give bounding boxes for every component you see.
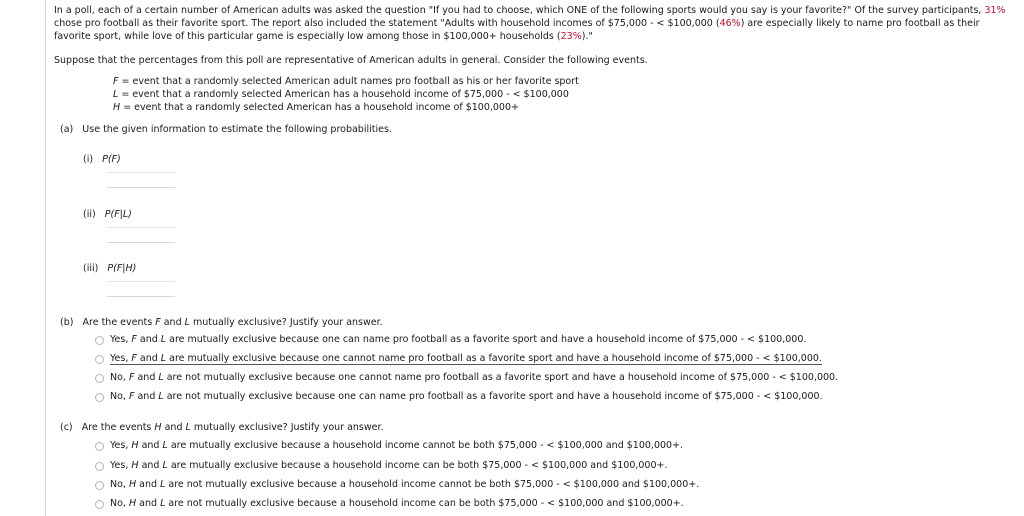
option-text: and xyxy=(139,498,158,509)
event-def: = event that a randomly selected American adult names pro football as his or her favorite sport xyxy=(121,76,579,87)
intro-text-3a: favorite sport, while love of this particular game is especially low among those in $100,000+ households ( xyxy=(54,31,561,42)
item-number: (i) xyxy=(83,154,94,165)
option-b-3[interactable] xyxy=(110,372,838,383)
intro-text-1: In a poll, each of a certain number of American adults was asked the question "If you had to choose, which ONE of the following sports would you say is your favorite?" Of the survey participants, xyxy=(54,5,982,16)
event-var: H xyxy=(128,498,137,509)
event-var: L xyxy=(162,440,168,451)
option-b-4[interactable] xyxy=(110,391,823,402)
event-var: H xyxy=(131,460,139,471)
option-prefix: Yes, xyxy=(110,440,129,451)
part-c-heading xyxy=(60,422,384,433)
intro-text-3b: )." xyxy=(581,31,593,42)
part-label: (b) xyxy=(60,317,74,328)
option-c-1[interactable] xyxy=(110,440,683,451)
option-text: are not mutually exclusive because a household income can be both $75,000 - < $100,000 and $100,000+. xyxy=(168,498,684,509)
option-prefix: No, xyxy=(110,372,126,383)
item-a-i xyxy=(83,154,121,165)
event-var: L xyxy=(158,372,164,383)
answer-input-pf[interactable] xyxy=(107,172,175,188)
percent-football: 31% xyxy=(984,5,1006,16)
event-var: H xyxy=(131,440,139,451)
radio-b-1[interactable] xyxy=(95,336,104,345)
option-b-1[interactable] xyxy=(110,334,806,345)
event-h xyxy=(113,102,519,113)
radio-c-4[interactable] xyxy=(95,500,104,509)
part-b-heading xyxy=(60,317,383,328)
event-var: F xyxy=(131,334,137,345)
item-number: (iii) xyxy=(83,263,99,274)
event-var: L xyxy=(185,422,191,433)
option-prefix: Yes, xyxy=(110,334,129,345)
question-text: Are the events xyxy=(81,422,152,433)
event-f xyxy=(113,76,579,87)
event-var: F xyxy=(128,372,135,383)
question-text: mutually exclusive? Justify your answer. xyxy=(193,422,384,433)
intro-line-2 xyxy=(54,18,980,29)
event-var: F xyxy=(128,391,135,402)
option-c-2[interactable] xyxy=(110,460,668,471)
option-prefix: Yes, xyxy=(110,460,129,471)
radio-b-2[interactable] xyxy=(95,355,104,364)
event-def: = event that a randomly selected American has a household income of $75,000 - < $100,000 xyxy=(121,89,569,100)
option-text: and xyxy=(139,479,158,490)
event-var: L xyxy=(158,391,164,402)
part-text: Use the given information to estimate the following probabilities. xyxy=(82,124,392,135)
option-b-2[interactable] xyxy=(110,353,822,365)
intro-text-2: chose pro football as their favorite sport. The report also included the statement "Adults with household incomes of $75,000 - < $100,000 ( xyxy=(54,18,720,29)
radio-c-3[interactable] xyxy=(95,481,104,490)
radio-c-2[interactable] xyxy=(95,462,104,471)
percent-l: 46% xyxy=(719,18,741,29)
option-prefix: No, xyxy=(110,479,126,490)
option-text: and xyxy=(141,460,160,471)
part-label: (c) xyxy=(60,422,73,433)
event-var: L xyxy=(160,334,167,345)
radio-b-4[interactable] xyxy=(95,393,104,402)
event-var: F xyxy=(131,353,137,364)
question-text: and xyxy=(164,422,183,433)
option-text: are not mutually exclusive because one can name pro football as a favorite sport and have a household income of $75,000 - < $100,000. xyxy=(166,391,823,402)
radio-b-3[interactable] xyxy=(95,374,104,383)
event-var: L xyxy=(162,460,168,471)
event-var: L xyxy=(184,317,190,328)
option-prefix: No, xyxy=(110,498,126,509)
option-text: and xyxy=(141,440,160,451)
event-l xyxy=(113,89,569,100)
intro-line-3 xyxy=(54,31,593,42)
option-prefix: No, xyxy=(110,391,126,402)
part-a-heading xyxy=(60,124,392,135)
suppose-text: Suppose that the percentages from this poll are representative of American adults in general. Consider the following events. xyxy=(54,55,648,66)
probability-expression: P(F|H) xyxy=(107,263,137,274)
answer-input-pfl[interactable] xyxy=(107,227,175,243)
probability-expression: P(F|L) xyxy=(104,209,132,220)
option-text: and xyxy=(139,334,158,345)
answer-input-pfh[interactable] xyxy=(107,281,175,297)
option-text: are not mutually exclusive because one cannot name pro football as a favorite sport and have a household income of $75,000 - < $100,000. xyxy=(166,372,839,383)
probability-expression: P(F) xyxy=(102,154,121,165)
option-c-4[interactable] xyxy=(110,498,684,509)
question-text: and xyxy=(163,317,182,328)
question-text: Are the events xyxy=(82,317,153,328)
item-number: (ii) xyxy=(83,209,96,220)
item-a-ii xyxy=(83,209,132,220)
event-var: H xyxy=(128,479,137,490)
event-var: L xyxy=(160,479,166,490)
option-text: and xyxy=(137,391,156,402)
event-var: H xyxy=(154,422,162,433)
event-var: L xyxy=(160,498,166,509)
event-var: F xyxy=(113,76,119,87)
event-var: H xyxy=(113,102,121,113)
question-text: mutually exclusive? Justify your answer. xyxy=(192,317,383,328)
intro-line-1 xyxy=(54,5,1006,16)
event-def: = event that a randomly selected American has a household income of $100,000+ xyxy=(123,102,519,113)
percent-h: 23% xyxy=(560,31,582,42)
option-text: and xyxy=(137,372,156,383)
event-var: L xyxy=(113,89,119,100)
option-text: are not mutually exclusive because a household income cannot be both $75,000 - < $100,000 and $100,000+. xyxy=(168,479,700,490)
event-var: L xyxy=(160,353,167,364)
option-prefix: Yes, xyxy=(110,353,129,364)
option-text: are mutually exclusive because one cannot name pro football as a favorite sport and have a household income of $75,000 - < $100,000. xyxy=(169,353,822,364)
option-text: are mutually exclusive because a household income cannot be both $75,000 - < $100,000 and $100,000+. xyxy=(170,440,684,451)
radio-c-1[interactable] xyxy=(95,442,104,451)
option-text: and xyxy=(139,353,158,364)
option-text: are mutually exclusive because one can name pro football as a favorite sport and have a household income of $75,000 - < $100,000. xyxy=(169,334,807,345)
item-a-iii xyxy=(83,263,136,274)
intro-text-2b: ) are especially likely to name pro football as their xyxy=(740,18,980,29)
part-label: (a) xyxy=(60,124,74,135)
option-c-3[interactable] xyxy=(110,479,699,490)
option-text: are mutually exclusive because a household income can be both $75,000 - < $100,000 and $100,000+. xyxy=(170,460,668,471)
event-var: F xyxy=(155,317,161,328)
